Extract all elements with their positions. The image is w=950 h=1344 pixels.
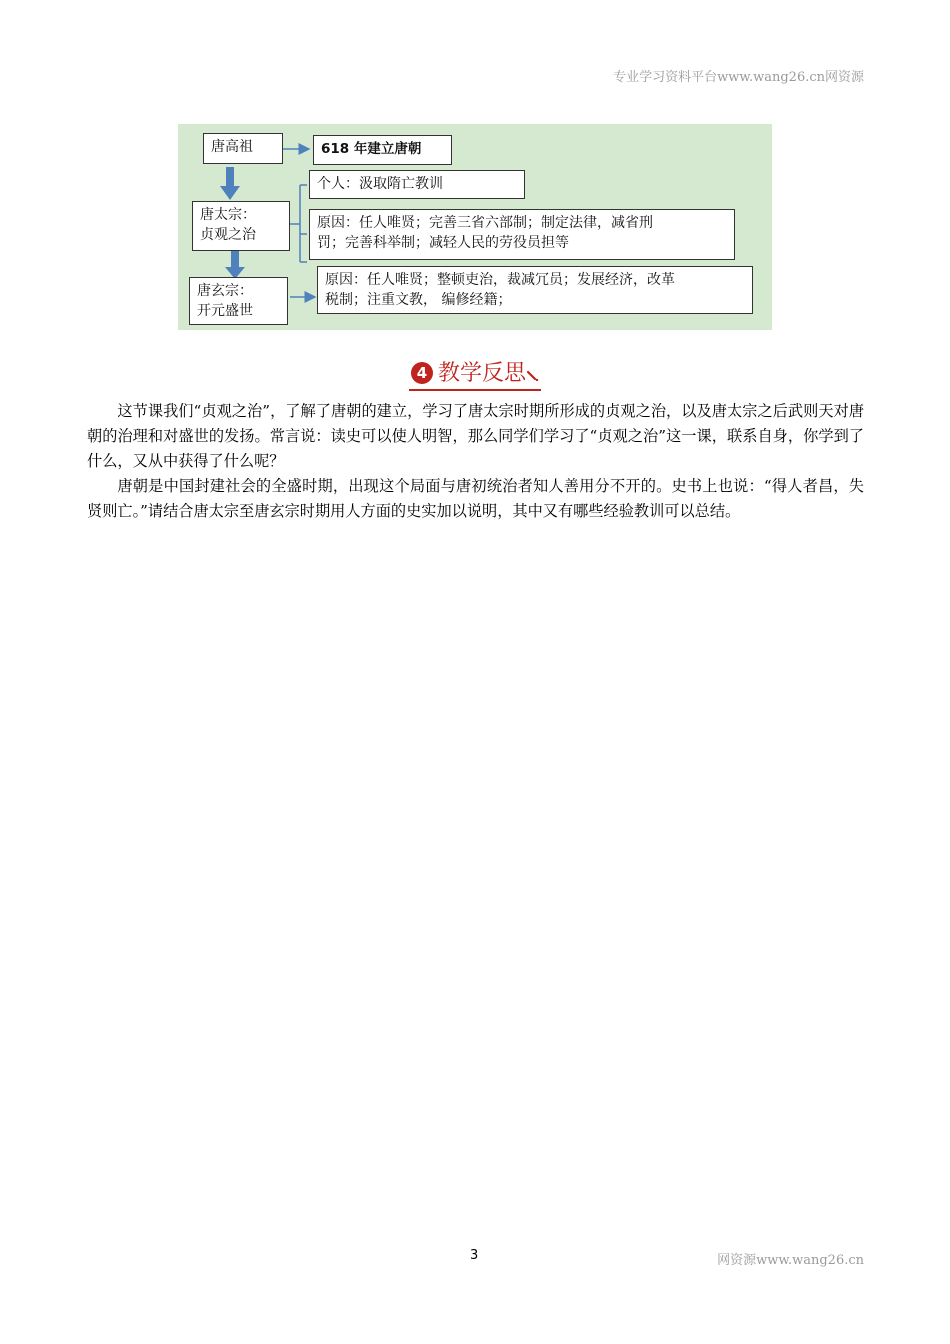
taizong-personal-text: 个人：汲取隋亡教训 <box>317 176 443 192</box>
gaozu-label: 唐高祖 <box>211 139 253 155</box>
page-number: 3 <box>470 1248 479 1263</box>
paragraph-1: 这节课我们“贞观之治”，了解了唐朝的建立，学习了唐太宗时期所形成的贞观之治，以及唐太宗之后武则天对唐朝的治理和对盛世的发扬。常言说：读史可以使人明智，那么同学们学习了“贞观之治”这一课，联系自身，你学到了什么，又从中获得了什么呢？ <box>87 402 864 470</box>
reflection-body <box>87 399 864 524</box>
gaozu-box <box>203 133 283 164</box>
founding-box <box>313 135 452 165</box>
tang-dynasty-diagram <box>178 124 772 330</box>
section-title-text: 教学反思 <box>437 361 526 386</box>
pen-icon <box>527 369 539 381</box>
taizong-subtitle: 贞观之治 <box>200 227 256 243</box>
bracket-taizong <box>290 185 307 262</box>
section-number-badge: 4 <box>411 362 433 384</box>
founding-label: 618 年建立唐朝 <box>321 141 422 157</box>
taizong-reason-line2: 罚；完善科举制；减轻人民的劳役员担等 <box>317 235 569 251</box>
taizong-box <box>192 201 290 251</box>
paragraph-2: 唐朝是中国封建社会的全盛时期，出现这个局面与唐初统治者知人善用分不开的。史书上也说：“得人者昌，失贤则亡。”请结合唐太宗至唐玄宗时期用人方面的史实加以说明，其中又有哪些经验教训可以总结。 <box>87 477 864 520</box>
xuanzong-title: 唐玄宗： <box>197 283 253 299</box>
taizong-title: 唐太宗： <box>200 207 256 223</box>
page-header: 专业学习资料平台www.wang26.cn网资源 <box>613 70 864 85</box>
down-arrow-taizong-xuanzong <box>225 250 245 279</box>
xuanzong-box <box>189 277 288 325</box>
xuanzong-reason-line1: 原因：任人唯贤；整顿吏治，裁减冗员；发展经济，改革 <box>325 272 675 288</box>
down-arrow-gaozu-taizong <box>220 167 240 200</box>
section-heading <box>0 360 950 391</box>
taizong-personal-box <box>309 170 525 199</box>
section-heading-inner <box>409 360 541 391</box>
xuanzong-subtitle: 开元盛世 <box>197 303 253 319</box>
xuanzong-reason-box <box>317 266 753 314</box>
xuanzong-reason-line2: 税制；注重文教， 编修经籍； <box>325 292 512 308</box>
taizong-reason-line1: 原因：任人唯贤；完善三省六部制；制定法律，减省刑 <box>317 215 653 231</box>
page-footer: 网资源www.wang26.cn <box>717 1253 864 1268</box>
taizong-reason-box <box>309 209 735 260</box>
